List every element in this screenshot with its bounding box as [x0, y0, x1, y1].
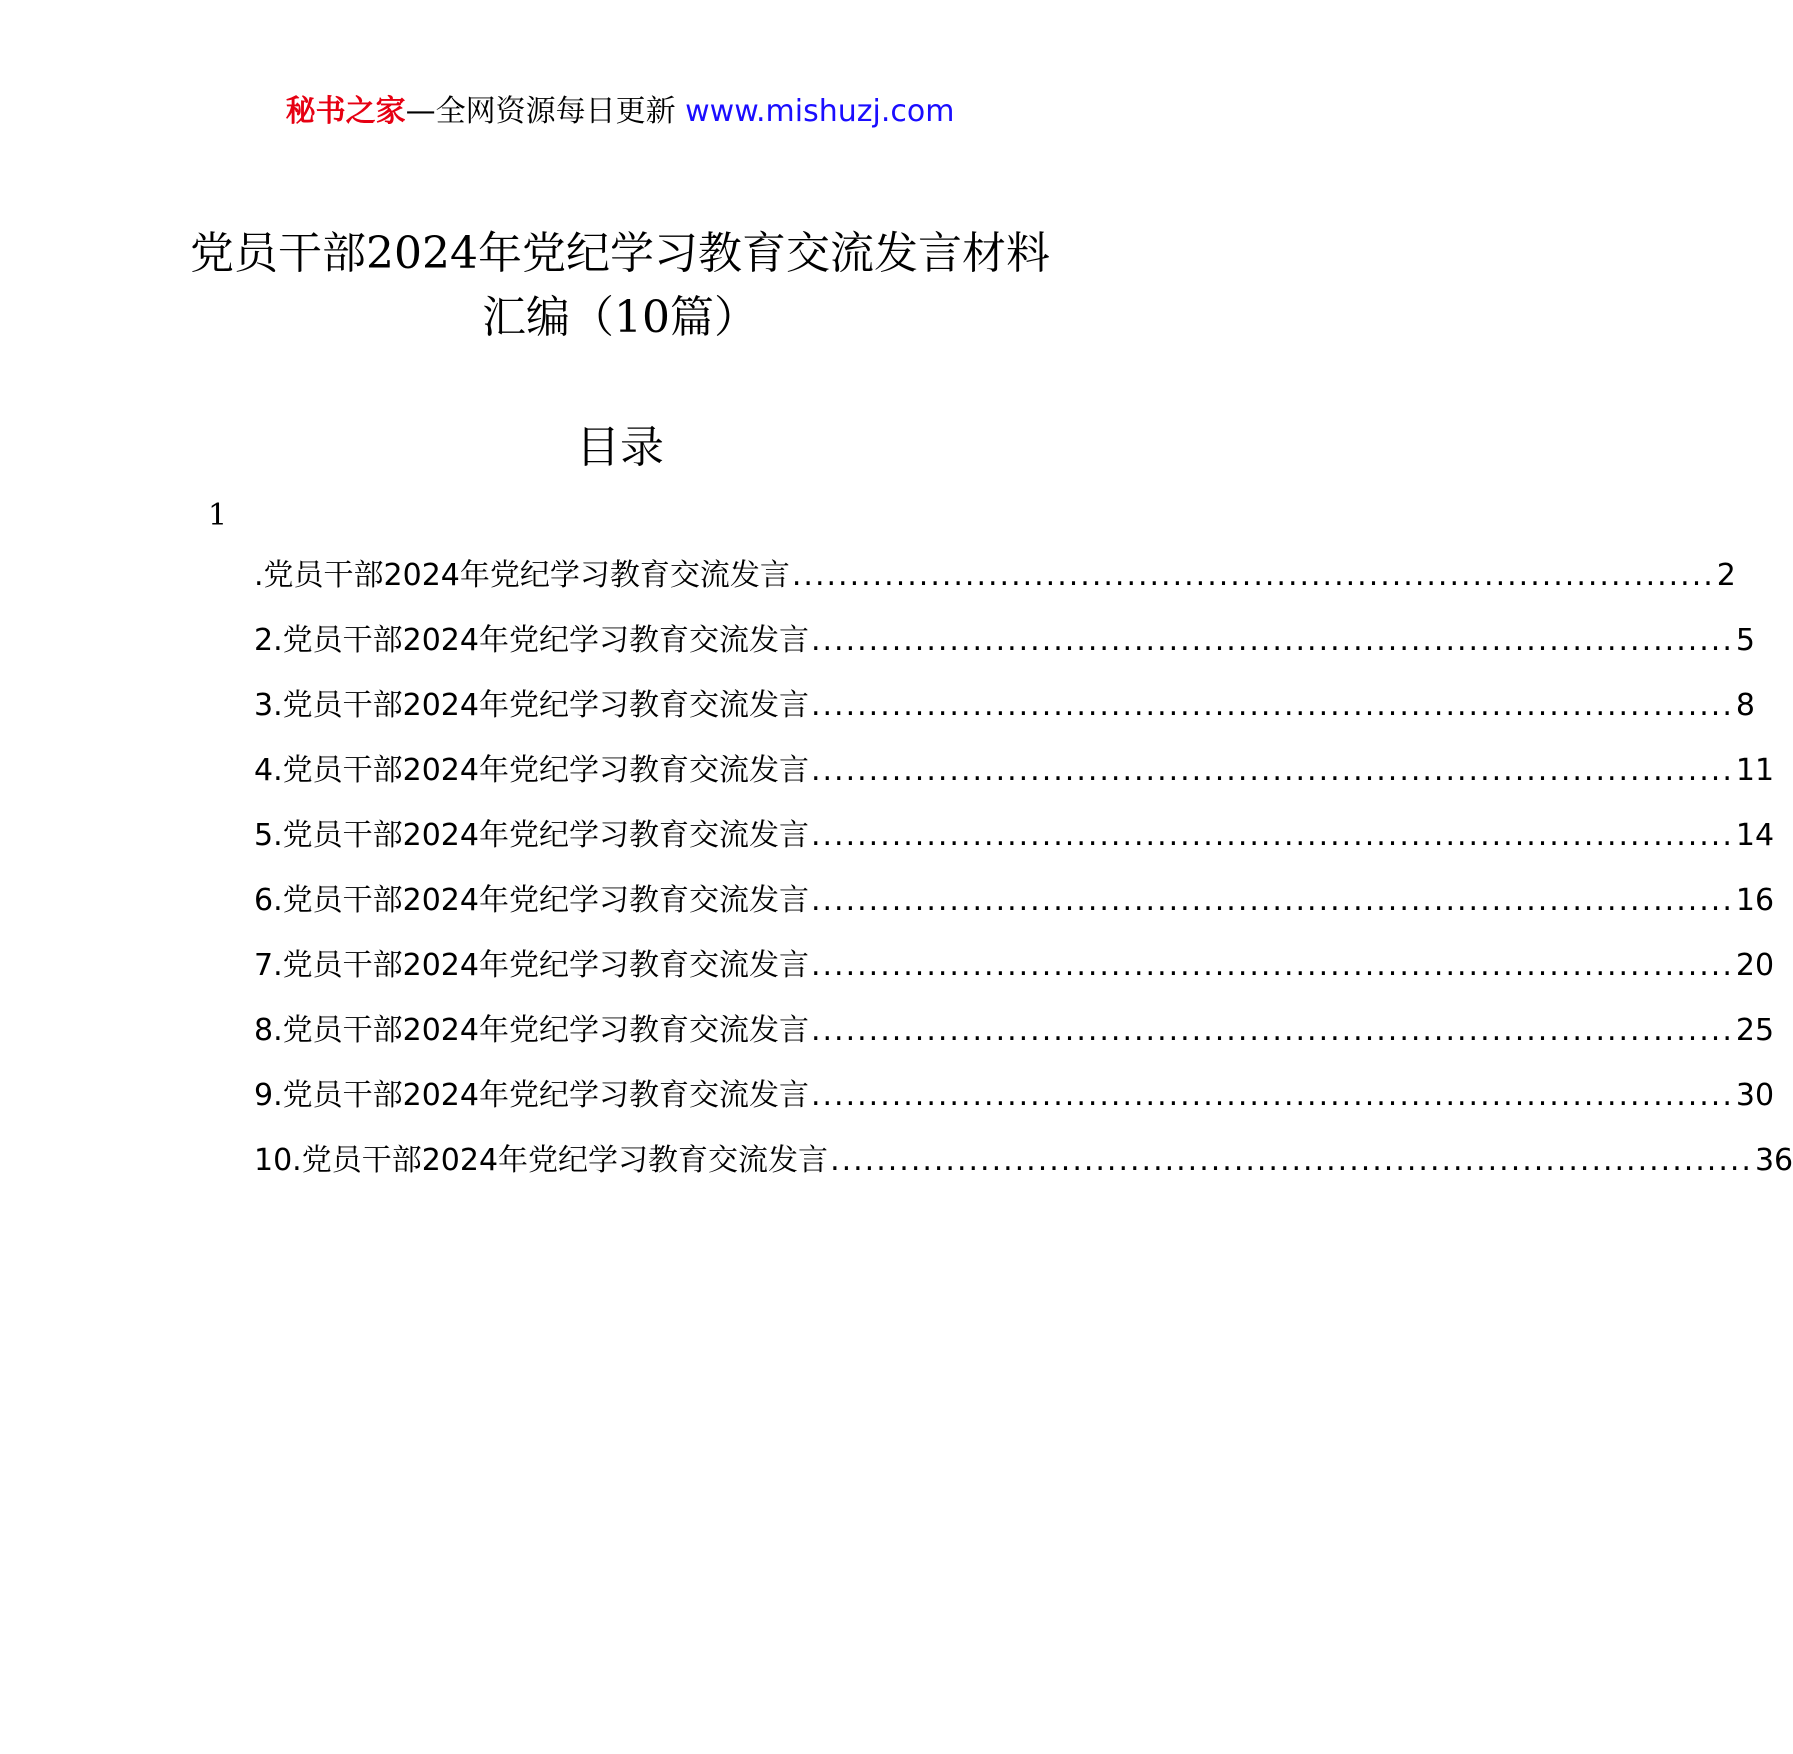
- toc-entry-page: 8: [1735, 688, 1755, 723]
- toc-entry-page: 30: [1735, 1078, 1775, 1113]
- document-title: 党员干部2024年党纪学习教育交流发言材料汇编（10篇）: [190, 228, 1050, 343]
- toc-entry[interactable]: [254, 881, 1775, 946]
- toc-entry[interactable]: [254, 1076, 1775, 1141]
- toc-entry-page: 5: [1735, 623, 1755, 658]
- toc-entry[interactable]: [254, 946, 1775, 1011]
- toc-entry[interactable]: [254, 751, 1775, 816]
- toc-entry-page: 16: [1735, 883, 1775, 918]
- toc-leader-dots: ................................................................................: [791, 558, 1715, 593]
- toc-leader-dots: ................................................................................: [810, 948, 1734, 983]
- toc-entry-label: 6.党员干部2024年党纪学习教育交流发言: [254, 883, 809, 918]
- toc-orphan-number: 1: [208, 498, 228, 533]
- toc-entry-label: .党员干部2024年党纪学习教育交流发言: [254, 558, 790, 593]
- toc-leader-dots: ................................................................................: [810, 688, 1734, 723]
- toc-heading: 目录: [576, 422, 664, 473]
- toc-entry[interactable]: [254, 686, 1755, 751]
- toc-entry-page: 20: [1735, 948, 1775, 983]
- site-banner: [0, 92, 1240, 132]
- toc-leader-dots: ................................................................................: [830, 1143, 1753, 1178]
- toc-entry-label: 10.党员干部2024年党纪学习教育交流发言: [254, 1143, 829, 1178]
- toc-leader-dots: ................................................................................: [810, 818, 1734, 853]
- toc-leader-dots: ................................................................................: [810, 1078, 1734, 1113]
- toc-entry-label: 4.党员干部2024年党纪学习教育交流发言: [254, 753, 809, 788]
- toc-entry[interactable]: [254, 1141, 1793, 1206]
- site-name: 秘书之家: [285, 94, 406, 129]
- toc-entry-label: 8.党员干部2024年党纪学习教育交流发言: [254, 1013, 809, 1048]
- toc-entry-label: 2.党员干部2024年党纪学习教育交流发言: [254, 623, 809, 658]
- site-url-link[interactable]: www.mishuzj.com: [685, 94, 955, 129]
- toc-entry-label: 3.党员干部2024年党纪学习教育交流发言: [254, 688, 809, 723]
- toc-list: [254, 556, 1793, 1206]
- toc-leader-dots: ................................................................................: [810, 1013, 1734, 1048]
- toc-entry-label: 7.党员干部2024年党纪学习教育交流发言: [254, 948, 809, 983]
- toc-leader-dots: ................................................................................: [810, 623, 1734, 658]
- toc-entry[interactable]: [254, 816, 1775, 881]
- toc-entry-page: 2: [1716, 558, 1736, 593]
- toc-entry-label: 5.党员干部2024年党纪学习教育交流发言: [254, 818, 809, 853]
- toc-entry-page: 11: [1735, 753, 1775, 788]
- toc-leader-dots: ................................................................................: [810, 753, 1734, 788]
- toc-entry[interactable]: [254, 556, 1736, 621]
- toc-entry-label: 9.党员干部2024年党纪学习教育交流发言: [254, 1078, 809, 1113]
- toc-entry-page: 25: [1735, 1013, 1775, 1048]
- toc-entry[interactable]: [254, 621, 1755, 686]
- site-tagline: —全网资源每日更新: [405, 94, 686, 129]
- toc-leader-dots: ................................................................................: [810, 883, 1734, 918]
- toc-entry-page: 36: [1754, 1143, 1793, 1178]
- toc-entry-page: 14: [1735, 818, 1775, 853]
- toc-entry[interactable]: [254, 1011, 1775, 1076]
